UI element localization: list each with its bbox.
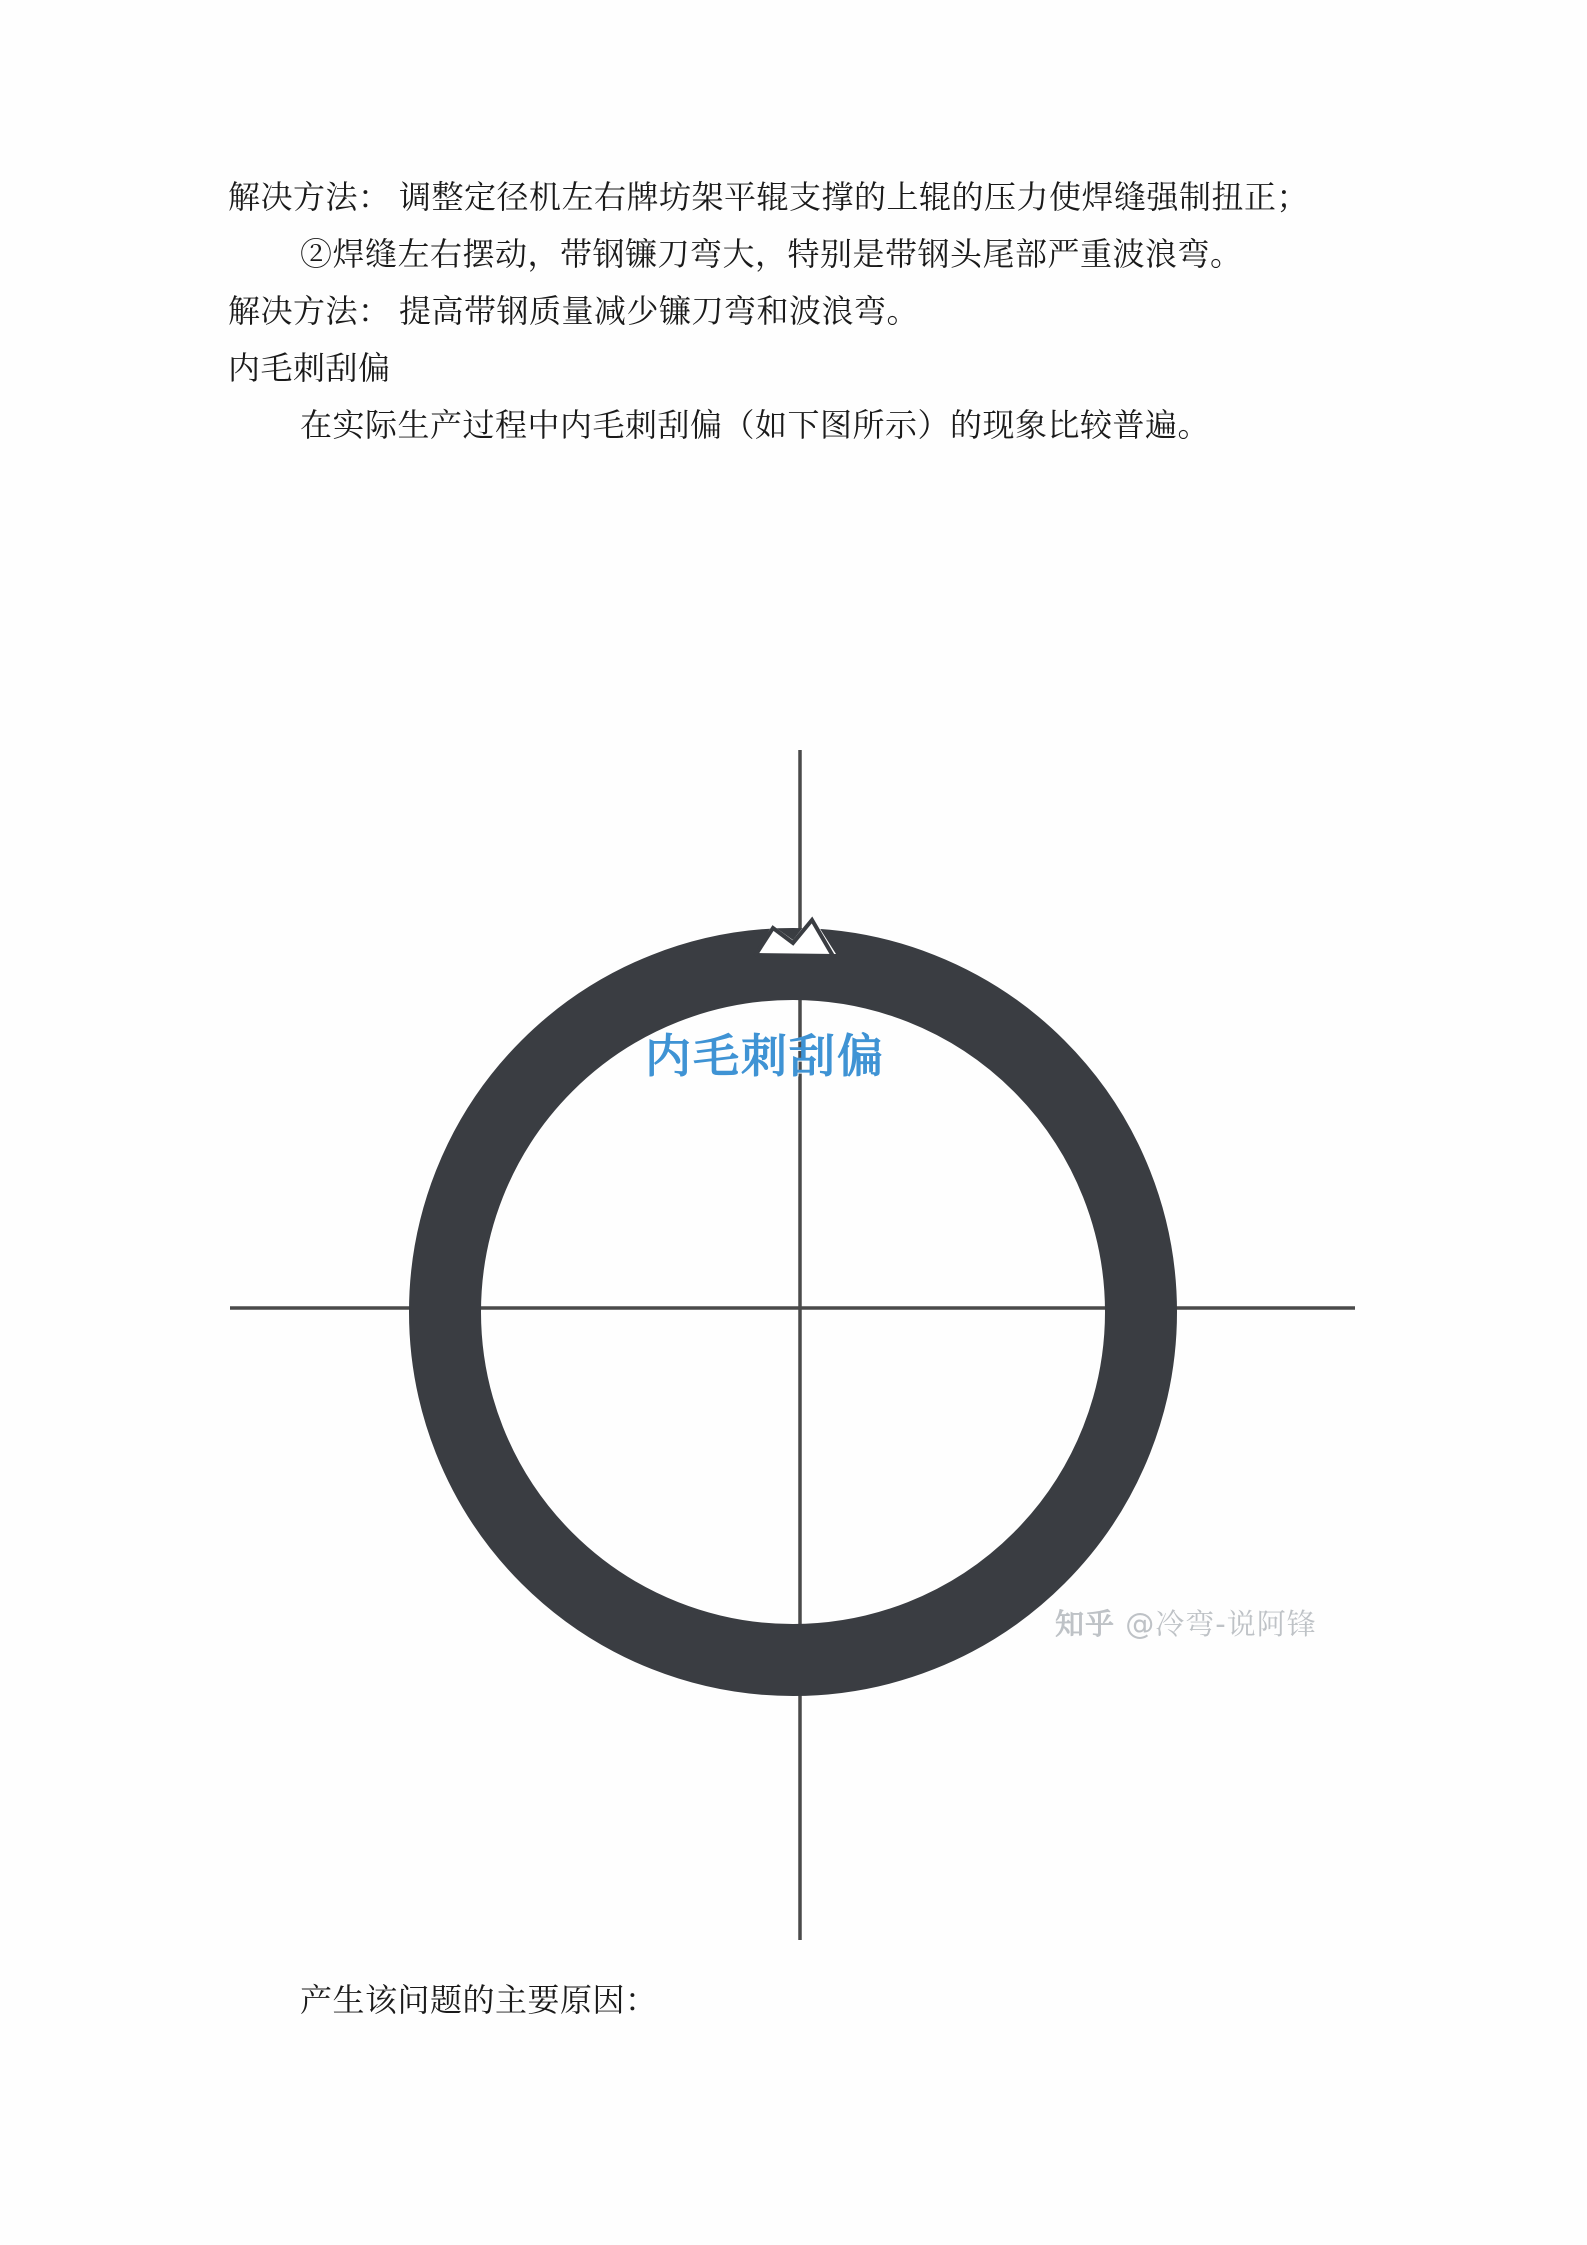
paragraph-main-causes: 产生该问题的主要原因： — [300, 1982, 658, 2018]
paragraph-solution-2: 解决方法： 提高带钢质量减少镰刀弯和波浪弯。 — [228, 293, 920, 330]
watermark-handle: @冷弯-说阿锋 — [1125, 1607, 1317, 1641]
pipe-cross-section-svg — [0, 740, 1587, 1950]
paragraph-burr-description: 在实际生产过程中内毛刺刮偏（如下图所示）的现象比较普遍。 — [300, 407, 1211, 444]
paragraph-issue-2: ②焊缝左右摆动，带钢镰刀弯大，特别是带钢头尾部严重波浪弯。 — [300, 236, 1243, 273]
watermark — [1055, 1602, 1317, 1643]
pipe-cross-section-figure — [0, 740, 1587, 1950]
watermark-brand: 知乎 — [1055, 1607, 1116, 1641]
figure-container — [0, 740, 1587, 1950]
document-body — [228, 170, 1363, 455]
paragraph-solution-1: 解决方法： 调整定径机左右牌坊架平辊支撑的上辊的压力使焊缝强制扭正； — [228, 179, 1310, 215]
figure-label-burr: 内毛刺刮偏 — [645, 1029, 885, 1083]
section-heading-burr: 内毛刺刮偏 — [228, 350, 391, 387]
